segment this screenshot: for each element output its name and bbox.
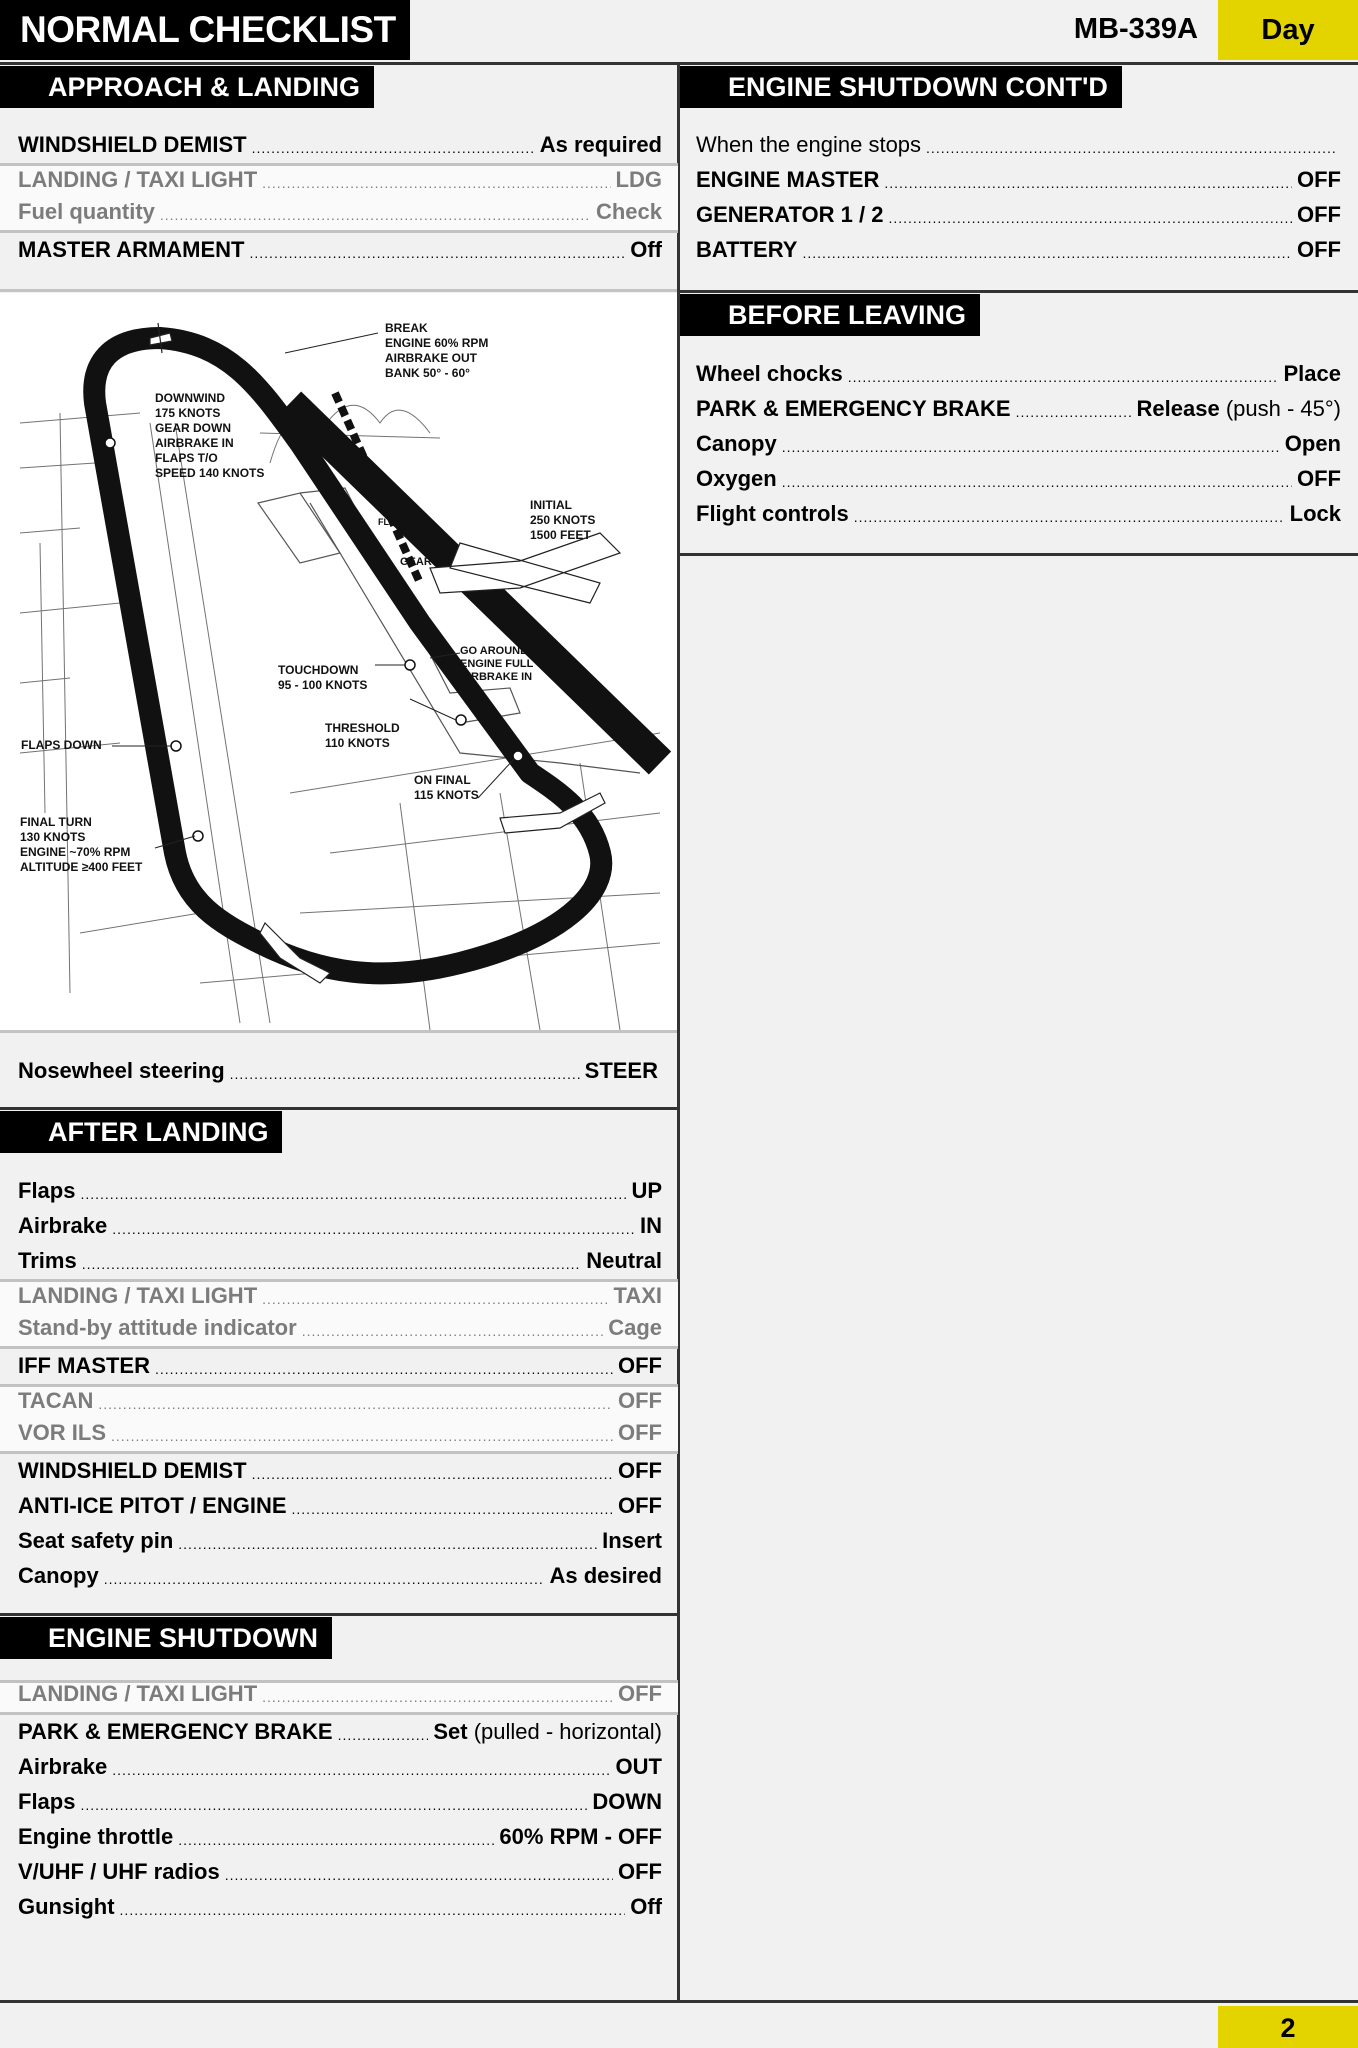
section-divider — [0, 1613, 677, 1616]
item-label: IFF MASTER — [18, 1353, 150, 1378]
diagram-label-final-turn: FINAL TURN 130 KNOTS ENGINE ~70% RPM ALTITUDE ≥400 FEET — [20, 815, 143, 874]
landing-pattern-diagram — [0, 293, 677, 1030]
item-value — [630, 1894, 662, 1920]
checklist-item[interactable] — [18, 1209, 662, 1244]
checklist-item[interactable] — [0, 1384, 678, 1419]
section-header-after-landing: AFTER LANDING — [0, 1111, 282, 1153]
item-label: ANTI-ICE PITOT / ENGINE — [18, 1493, 287, 1518]
item-label: Trims — [18, 1248, 77, 1273]
item-value — [1137, 396, 1342, 422]
item-value — [616, 167, 662, 193]
diagram-label-flaps-up: FLAPS UP — [378, 517, 423, 527]
item-value-text: Insert — [602, 1528, 662, 1553]
item-value — [630, 237, 662, 263]
leader-dots — [262, 1292, 608, 1309]
item-value-text: OFF — [618, 1353, 662, 1378]
item-value-text: Check — [595, 199, 662, 224]
item-value-text: OFF — [618, 1458, 662, 1483]
checklist-item[interactable] — [696, 128, 1341, 163]
section-header-engine-shutdown-contd: ENGINE SHUTDOWN CONT'D — [680, 66, 1122, 108]
item-value — [616, 1754, 662, 1780]
item-value-text: LDG — [615, 167, 662, 192]
leader-dots — [155, 1362, 613, 1379]
item-label: WINDSHIELD DEMIST — [18, 132, 247, 157]
checklist-item[interactable] — [696, 357, 1341, 392]
item-label: Flaps — [18, 1178, 76, 1203]
leader-dots — [230, 1067, 580, 1084]
item-value — [540, 132, 662, 158]
checklist-item[interactable] — [0, 163, 678, 198]
item-label: PARK & EMERGENCY BRAKE — [696, 396, 1011, 421]
section-header-engine-shutdown: ENGINE SHUTDOWN — [0, 1617, 332, 1659]
item-value — [586, 1248, 662, 1274]
checklist-item[interactable] — [18, 128, 662, 163]
item-value-text: Release — [1136, 396, 1220, 421]
item-value-text: OFF — [1297, 202, 1341, 227]
leader-dots — [82, 1257, 582, 1274]
item-value-text: Open — [1284, 431, 1341, 456]
item-value-text: UP — [631, 1178, 662, 1203]
diagram-label-gear-up: GEAR UP — [400, 556, 451, 568]
checklist-item[interactable] — [18, 1715, 662, 1750]
leader-dots — [252, 1467, 613, 1484]
item-label: Canopy — [696, 431, 777, 456]
mode-badge: Day — [1218, 0, 1358, 60]
checklist-item[interactable] — [696, 462, 1341, 497]
item-value — [1297, 466, 1341, 492]
item-label: Oxygen — [696, 466, 777, 491]
leader-dots — [112, 1222, 635, 1239]
leader-dots — [884, 176, 1292, 193]
item-value-text: OFF — [618, 1420, 662, 1445]
item-label: LANDING / TAXI LIGHT — [18, 167, 258, 192]
checklist-item[interactable] — [18, 1785, 662, 1820]
leader-dots — [888, 211, 1292, 228]
item-value — [618, 1420, 662, 1446]
item-value-text: Off — [630, 237, 662, 262]
leader-dots — [120, 1903, 626, 1920]
diagram-label-downwind: DOWNWIND 175 KNOTS GEAR DOWN AIRBRAKE IN FLAPS T/O SPEED 140 KNOTS — [155, 391, 265, 480]
diagram-label-initial: INITIAL 250 KNOTS 1500 FEET — [530, 498, 596, 542]
checklist-item[interactable] — [0, 1314, 678, 1349]
checklist-item[interactable] — [18, 1454, 662, 1489]
leader-dots — [1016, 405, 1132, 422]
item-value — [1290, 501, 1341, 527]
item-value — [631, 1178, 662, 1204]
item-label: Fuel quantity — [18, 199, 155, 224]
leader-dots — [252, 141, 535, 158]
leader-dots — [338, 1728, 429, 1745]
section-divider — [680, 290, 1358, 293]
leader-dots — [160, 208, 591, 225]
diagram-label-on-final: ON FINAL 115 KNOTS — [414, 773, 479, 802]
checklist-item[interactable] — [696, 392, 1341, 427]
leader-dots — [848, 370, 1279, 387]
item-value — [592, 1789, 662, 1815]
item-value-text: As required — [539, 132, 662, 157]
diagram-label-flaps-down: FLAPS DOWN — [21, 738, 102, 752]
page-title: NORMAL CHECKLIST — [0, 0, 410, 60]
checklist-item[interactable] — [696, 198, 1341, 233]
item-label: TACAN — [18, 1388, 94, 1413]
item-label: Flight controls — [696, 501, 849, 526]
item-label: PARK & EMERGENCY BRAKE — [18, 1719, 333, 1744]
leader-dots — [782, 440, 1280, 457]
item-value-text: Off — [630, 1894, 662, 1919]
item-value-text: OFF — [618, 1388, 662, 1413]
checklist-item[interactable] — [0, 198, 678, 233]
item-label: MASTER ARMAMENT — [18, 237, 245, 262]
item-value — [1285, 431, 1341, 457]
checklist-item[interactable] — [18, 1244, 662, 1279]
section-header-before-leaving: BEFORE LEAVING — [680, 294, 980, 336]
aircraft-model: MB-339A — [1073, 13, 1198, 45]
item-value — [618, 1493, 662, 1519]
diagram-label-threshold: THRESHOLD 110 KNOTS — [325, 721, 400, 750]
item-value — [618, 1859, 662, 1885]
item-label: Nosewheel steering — [18, 1058, 225, 1083]
leader-dots — [854, 510, 1285, 527]
item-value: STEER — [584, 1058, 658, 1083]
after-landing-list — [18, 1174, 662, 1594]
leader-dots — [782, 475, 1292, 492]
item-value-text: TAXI — [613, 1283, 662, 1308]
leader-dots — [262, 1690, 613, 1707]
item-value-note: (pulled - horizontal) — [473, 1719, 662, 1744]
item-label: ENGINE MASTER — [696, 167, 880, 192]
item-value-text: OFF — [1297, 237, 1341, 262]
item-value-text: 60% RPM - OFF — [499, 1824, 662, 1849]
item-value-note: (push - 45°) — [1225, 396, 1341, 421]
item-label: Wheel chocks — [696, 361, 843, 386]
leader-dots — [802, 246, 1292, 263]
item-label: VOR ILS — [18, 1420, 107, 1445]
item-value-text: Place — [1283, 361, 1341, 386]
bottom-divider — [0, 2000, 1358, 2003]
section-divider — [0, 1107, 677, 1110]
checklist-item[interactable] — [696, 497, 1341, 532]
item-value-text: As desired — [549, 1563, 662, 1588]
leader-dots — [178, 1537, 597, 1554]
item-label: GENERATOR 1 / 2 — [696, 202, 884, 227]
item-value — [433, 1719, 662, 1745]
checklist-item[interactable] — [18, 1559, 662, 1594]
diagram-bottom-divider — [0, 1030, 677, 1033]
checklist-item[interactable] — [18, 1890, 662, 1925]
leader-dots — [104, 1572, 545, 1589]
item-value-text: DOWN — [592, 1789, 662, 1814]
item-value — [618, 1388, 662, 1414]
engine-shutdown-list — [18, 1680, 662, 1925]
approach-landing-list — [18, 128, 662, 268]
leader-dots — [112, 1763, 610, 1780]
item-label: Canopy — [18, 1563, 99, 1588]
item-value-text: OFF — [1297, 466, 1341, 491]
item-value-text: IN — [640, 1213, 662, 1238]
checklist-item[interactable] — [696, 163, 1341, 198]
item-value — [618, 1353, 662, 1379]
item-value — [608, 1315, 662, 1341]
leader-dots — [250, 246, 626, 263]
leader-dots — [225, 1868, 613, 1885]
item-value-text: Neutral — [586, 1248, 662, 1273]
item-value — [1297, 237, 1341, 263]
leader-dots — [262, 176, 610, 193]
section-divider — [680, 553, 1358, 556]
diagram-label-go-around: GO AROUND ENGINE FULL AIRBRAKE IN — [460, 645, 534, 683]
item-label: WINDSHIELD DEMIST — [18, 1458, 247, 1483]
leader-dots — [80, 1187, 626, 1204]
checklist-item[interactable] — [0, 1680, 678, 1715]
leader-dots — [111, 1429, 613, 1446]
leader-dots — [80, 1798, 587, 1815]
leader-dots — [302, 1324, 604, 1341]
item-label: V/UHF / UHF radios — [18, 1859, 220, 1884]
section-header-approach-landing: APPROACH & LANDING — [0, 66, 374, 108]
item-value-text: OFF — [1297, 167, 1341, 192]
before-leaving-list — [696, 357, 1341, 532]
landing-pattern-illustration — [0, 293, 677, 1030]
item-label: Flaps — [18, 1789, 76, 1814]
item-label: BATTERY — [696, 237, 798, 262]
item-value-text: OFF — [618, 1493, 662, 1518]
item-label: Stand-by attitude indicator — [18, 1315, 297, 1340]
item-label: Seat safety pin — [18, 1528, 174, 1553]
item-label: Airbrake — [18, 1754, 108, 1779]
checklist-item[interactable] — [18, 1349, 662, 1384]
diagram-label-touchdown: TOUCHDOWN 95 - 100 KNOTS — [278, 663, 368, 692]
checklist-item[interactable] — [18, 1524, 662, 1559]
item-value-text: OFF — [618, 1859, 662, 1884]
item-value-text: OUT — [615, 1754, 662, 1779]
leader-dots — [926, 141, 1336, 158]
item-label: Airbrake — [18, 1213, 108, 1238]
item-label: Gunsight — [18, 1894, 115, 1919]
leader-dots — [178, 1833, 494, 1850]
item-label: LANDING / TAXI LIGHT — [18, 1681, 258, 1706]
item-value — [640, 1213, 662, 1239]
item-value-text: Cage — [608, 1315, 662, 1340]
checklist-item[interactable] — [18, 1750, 662, 1785]
checklist-item[interactable] — [18, 1054, 658, 1089]
checklist-item[interactable] — [0, 1279, 678, 1314]
item-value-text: Set — [433, 1719, 468, 1744]
item-label: Engine throttle — [18, 1824, 174, 1849]
item-value — [1297, 202, 1341, 228]
page-number: 2 — [1218, 2006, 1358, 2048]
nosewheel-list — [18, 1054, 658, 1089]
item-value-text: Lock — [1289, 501, 1341, 526]
checklist-item[interactable] — [18, 1855, 662, 1890]
item-value — [618, 1681, 662, 1707]
checklist-item[interactable] — [18, 233, 662, 268]
item-value — [596, 199, 662, 225]
diagram-label-break: BREAK ENGINE 60% RPM AIRBRAKE OUT BANK 50° - 60° — [385, 321, 489, 380]
checklist-item[interactable] — [696, 233, 1341, 268]
item-label: LANDING / TAXI LIGHT — [18, 1283, 258, 1308]
checklist-item[interactable] — [18, 1174, 662, 1209]
item-value — [550, 1563, 663, 1589]
item-value — [499, 1824, 662, 1850]
checklist-item[interactable] — [696, 427, 1341, 462]
leader-dots — [98, 1397, 613, 1414]
item-value — [618, 1458, 662, 1484]
item-value — [602, 1528, 662, 1554]
item-label: When the engine stops — [696, 132, 922, 157]
item-value — [1297, 167, 1341, 193]
checklist-item[interactable] — [0, 1419, 678, 1454]
item-value-text: OFF — [618, 1681, 662, 1706]
engine-shutdown-contd-list — [696, 128, 1341, 268]
section-divider — [0, 289, 677, 292]
checklist-item[interactable] — [18, 1820, 662, 1855]
checklist-item[interactable] — [18, 1489, 662, 1524]
leader-dots — [292, 1502, 613, 1519]
item-value — [614, 1283, 662, 1309]
item-value — [1284, 361, 1342, 387]
